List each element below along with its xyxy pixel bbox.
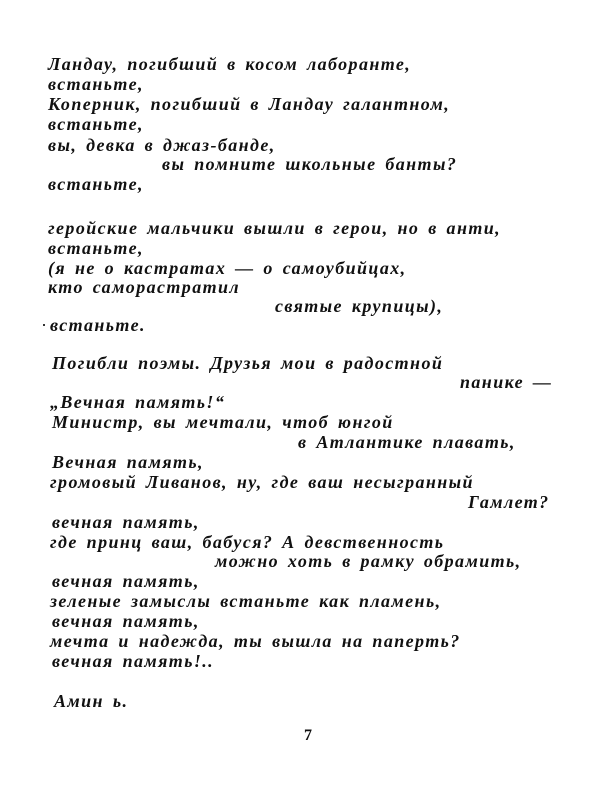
poem-line: Погибли поэмы. Друзья мои в радостной (52, 353, 444, 373)
poem-line: можно хоть в рамку обрамить, (215, 551, 522, 571)
poem-line: кто саморастратил (48, 277, 241, 297)
poem-line: встаньте, (48, 174, 144, 194)
poem-line: вечная память, (52, 512, 200, 532)
poem-line: вечная память, (52, 571, 200, 591)
poem-line: где принц ваш, бабуся? А девственность (50, 532, 445, 552)
poem-line: зеленые замыслы встаньте как пламень, (50, 591, 442, 611)
poem-line: вы помните школьные банты? (162, 154, 458, 174)
poem-line: вечная память, (52, 611, 200, 631)
poem-line: Ландау, погибший в косом лаборанте, (48, 54, 412, 74)
poem-line: мечта и надежда, ты вышла на паперть? (50, 631, 461, 651)
poem-line: святые крупицы), (275, 296, 444, 316)
poem-line: Вечная память, (52, 452, 204, 472)
poem-line: встаньте. (50, 315, 146, 335)
poem-line: громовый Ливанов, ну, где ваш несыгранный (50, 472, 474, 492)
poem-line: (я не о кастратах — о самоубийцах, (48, 258, 407, 278)
poem-line: геройские мальчики вышли в герои, но в анти, (48, 218, 502, 238)
poem-line: Амин ь. (54, 691, 129, 711)
poem-line: вечная память!.. (52, 651, 215, 671)
poem-line: „Вечная память!“ (50, 392, 226, 412)
poem-line: Коперник, погибший в Ландау галантном, (48, 94, 451, 114)
poem-line: встаньте, (48, 114, 144, 134)
ink-speck (43, 324, 45, 326)
poem-line: встаньте, (48, 74, 144, 94)
poem-line: Гамлет? (468, 492, 550, 512)
page-number: 7 (304, 727, 312, 744)
poem-line: Министр, вы мечтали, чтоб юнгой (52, 412, 394, 432)
poem-line: в Атлантике плавать, (298, 432, 516, 452)
poem-line: встаньте, (48, 238, 144, 258)
poem-line: вы, девка в джаз-банде, (48, 135, 276, 155)
poem-line: панике — (460, 372, 553, 392)
